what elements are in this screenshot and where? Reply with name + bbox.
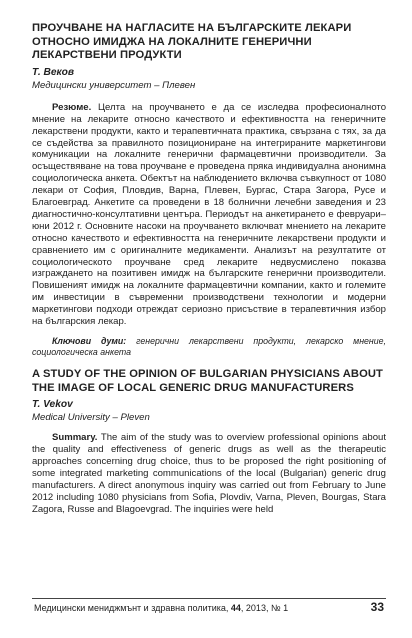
journal-citation bbox=[34, 603, 288, 613]
article-title-en: A STUDY OF THE OPINION OF BULGARIAN PHYSICIANS ABOUT THE IMAGE OF LOCAL GENERIC DRUG MANUFACTURERS bbox=[32, 368, 383, 394]
keywords-bg bbox=[32, 336, 386, 358]
page-footer bbox=[32, 598, 386, 617]
abstract-text-en: The aim of the study was to overview professional opinions about the quality and effectiveness of generic drugs as well as the therapeutic approaches concerning drug choice, thus to be proposed the right positioning of some integrated marketing communications of the local (Bulgarian) generic drug manufacturers. A direct anonymous inquiry was carried out from February to June 2012 including 1080 physicians from Sofia, Plovdiv, Varna, Pleven, Bourgas, Stara Zagora, Russe and Blagoevgrad. The inquiries were held bbox=[32, 432, 387, 515]
journal-suffix: , 2013, № 1 bbox=[240, 603, 289, 613]
article-page bbox=[32, 22, 386, 516]
author-bg: Т. Веков bbox=[32, 66, 75, 78]
abstract-label-en: Summary. bbox=[52, 432, 98, 444]
abstract-en bbox=[32, 432, 386, 515]
journal-prefix: Медицински мениджмънт и здравна политика, bbox=[34, 603, 231, 613]
author-en: T. Vekov bbox=[32, 399, 73, 411]
affiliation-en: Medical University – Pleven bbox=[32, 412, 150, 424]
affiliation-bg: Медицински университет – Плевен bbox=[32, 79, 196, 91]
journal-volume: 44 bbox=[230, 603, 241, 613]
abstract-label-bg: Резюме. bbox=[52, 101, 92, 113]
abstract-text-bg: Целта на проучването е да се изследва професионалното мнение на лекарите относно качеството и ефективността на генеричните лекарствени продукти, както и терапевтичната практика, свързана с тях, за да се съдейства за правилното позициониране на интегрираните маркетингови комуникации на локалните генерични фармацевтични производители. За осъществяване на това проучване е проведена пряка индивидуална анонимна социологическа анкета. Обектът на наблюдението включва съвкупност от 1080 лекари от София, Пловдив, Варна, Плевен, Бургас, Стара Загора, Русе и Благоевград. Анкетите са проведени в 18 болнични лечебни заведения и 23 диагностично-консултативни центъра. Периодът на анкетирането е февруари–юни 2012 г. Основните насоки на проучването включват мнението на лекарите относно качеството и ефективността на генеричните лекарствени продукти и сравнението им с оригиналните медикаменти. Анализът на резултатите от социологическото проучване сред лекарите недвусмислено показва изграждането на позитивен имидж на българските генерични производители. Повишеният имидж на локалните фармацевтични компании, както и големите им инвестиции в съвременни производствени технологии и модерни маркетингови подходи отреждат сериозно присъствие в терапевтичния избор на българския лекар. bbox=[32, 101, 386, 328]
page-number: 33 bbox=[370, 600, 384, 614]
keywords-text: генерични лекарствени продукти, лекарско мнение, социологическа анкета bbox=[32, 336, 387, 357]
keywords-label: Ключови думи: bbox=[52, 336, 127, 346]
abstract-bg bbox=[32, 102, 386, 328]
article-title-bg: ПРОУЧВАНЕ НА НАГЛАСИТЕ НА БЪЛГАРСКИТЕ ЛЕКАРИ ОТНОСНО ИМИДЖА НА ЛОКАЛНИТЕ ГЕНЕРИЧНИ ЛЕКАРСТВЕНИ ПРОДУКТИ bbox=[32, 22, 352, 62]
